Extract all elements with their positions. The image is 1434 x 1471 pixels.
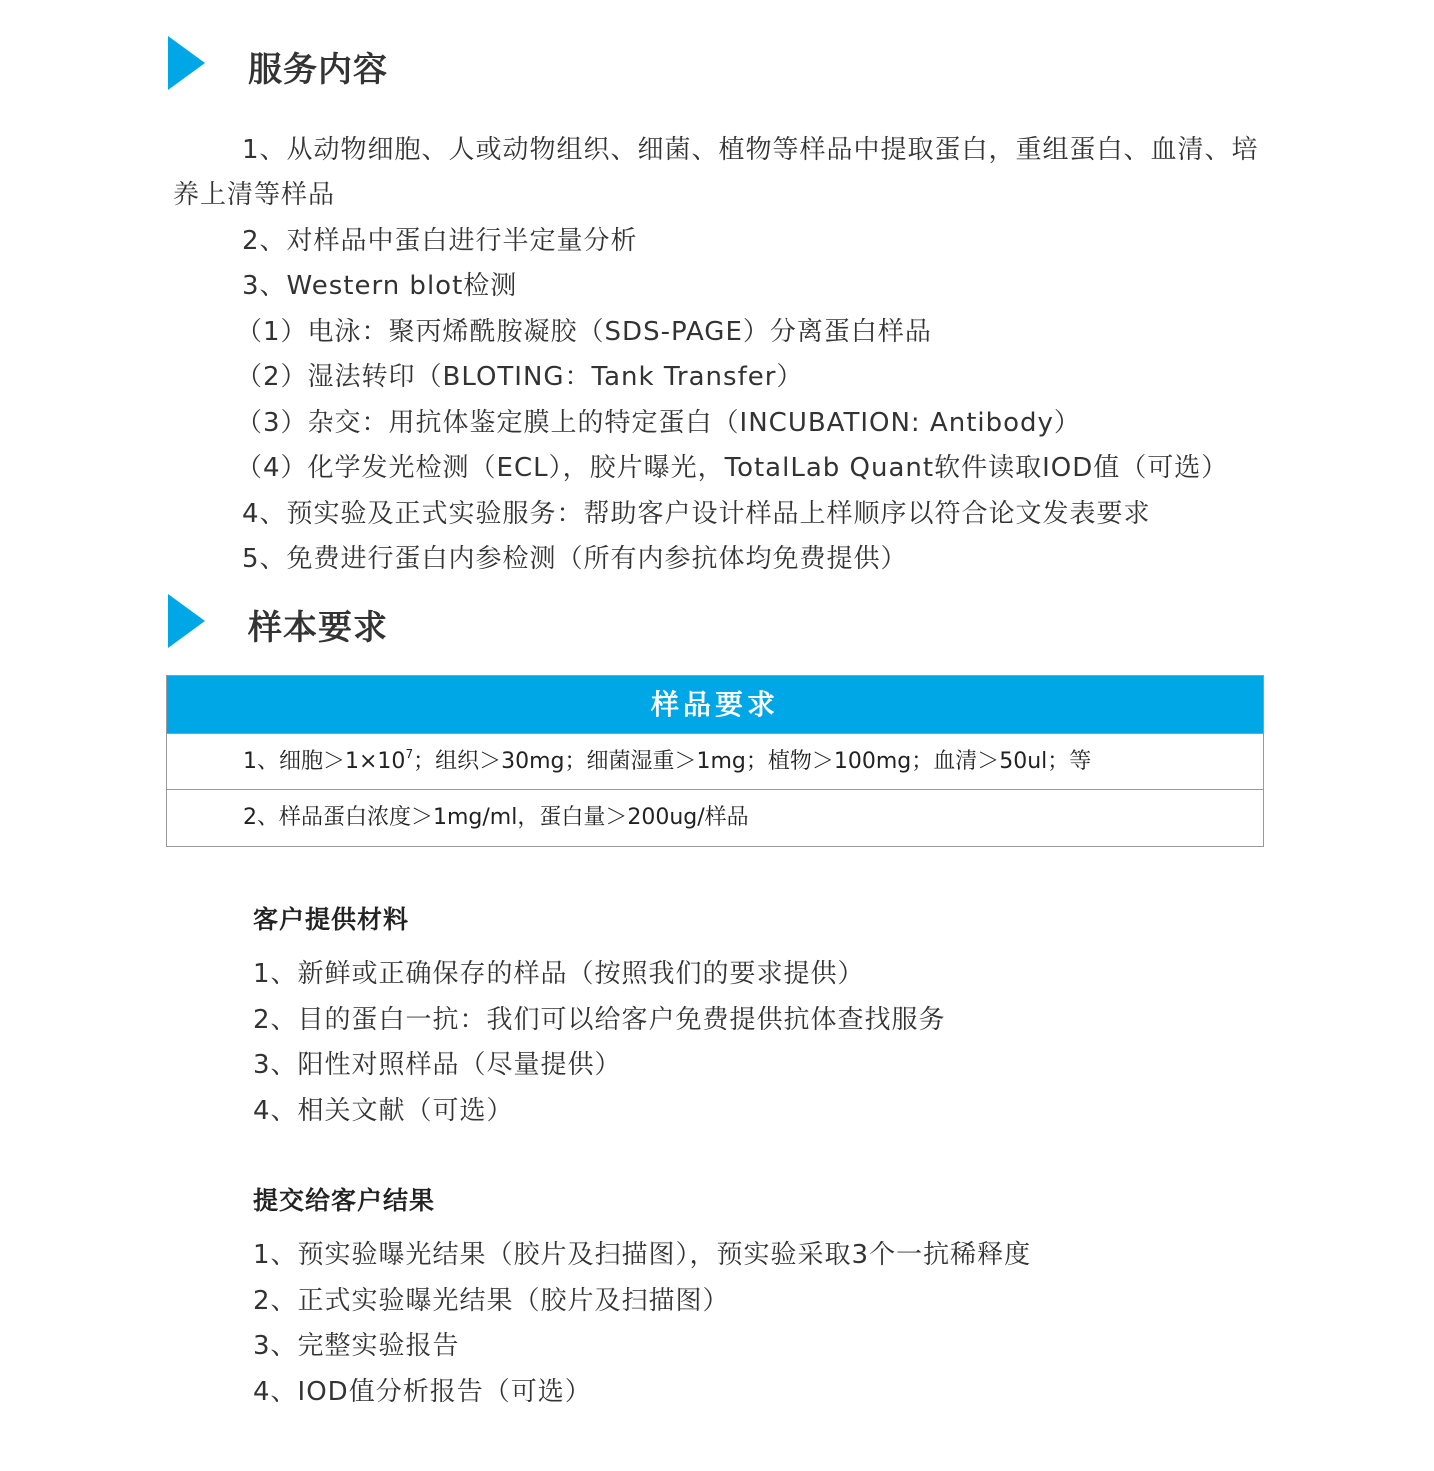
triangle-marker-icon <box>168 594 205 648</box>
customer-materials-title: 客户提供材料 <box>253 905 410 934</box>
service-line-3: 3、Western blot检测 <box>242 271 518 301</box>
results-title: 提交给客户结果 <box>253 1186 436 1215</box>
service-line-3-3: （3）杂交：用抗体鉴定膜上的特定蛋白（INCUBATION: Antibody） <box>236 408 1081 438</box>
results-line: 2、正式实验曝光结果（胶片及扫描图） <box>253 1286 730 1316</box>
sample-requirements-table <box>166 675 1264 847</box>
sample-title: 样本要求 <box>248 608 388 648</box>
customer-line: 2、目的蛋白一抗：我们可以给客户免费提供抗体查找服务 <box>253 1005 946 1035</box>
results-line: 4、IOD值分析报告（可选） <box>253 1377 592 1407</box>
service-line-4: 4、预实验及正式实验服务：帮助客户设计样品上样顺序以符合论文发表要求 <box>242 499 1151 529</box>
service-line-2: 2、对样品中蛋白进行半定量分析 <box>242 226 638 256</box>
results-line: 1、预实验曝光结果（胶片及扫描图），预实验采取3个一抗稀释度 <box>253 1240 1032 1270</box>
results-line: 3、完整实验报告 <box>253 1331 460 1361</box>
service-line-3-1: （1）电泳：聚丙烯酰胺凝胶（SDS-PAGE）分离蛋白样品 <box>236 317 932 347</box>
service-title: 服务内容 <box>248 50 388 90</box>
service-line-5: 5、免费进行蛋白内参检测（所有内参抗体均免费提供） <box>242 544 908 574</box>
triangle-marker-icon <box>168 36 205 90</box>
customer-line: 4、相关文献（可选） <box>253 1096 514 1126</box>
row1-suffix: ；组织＞30mg；细菌湿重＞1mg；植物＞100mg；血清＞50ul；等 <box>413 749 1092 774</box>
row1-prefix: 1、细胞＞1×10 <box>243 749 406 774</box>
table-row <box>167 789 1263 845</box>
customer-line: 3、阳性对照样品（尽量提供） <box>253 1050 622 1080</box>
row1-superscript: 7 <box>405 747 414 761</box>
customer-line: 1、新鲜或正确保存的样品（按照我们的要求提供） <box>253 959 865 989</box>
row2-text: 2、样品蛋白浓度＞1mg/ml，蛋白量＞200ug/样品 <box>243 805 749 830</box>
table-row <box>167 733 1263 789</box>
service-line-1-cont: 养上清等样品 <box>173 180 336 210</box>
service-line-3-2: （2）湿法转印（BLOTING：Tank Transfer） <box>236 362 804 392</box>
service-line-3-4: （4）化学发光检测（ECL），胶片曝光，TotalLab Quant软件读取IOD值（可选） <box>236 453 1229 483</box>
service-line-1: 1、从动物细胞、人或动物组织、细菌、植物等样品中提取蛋白，重组蛋白、血清、培 <box>242 135 1259 165</box>
table-header: 样品要求 <box>167 676 1263 733</box>
